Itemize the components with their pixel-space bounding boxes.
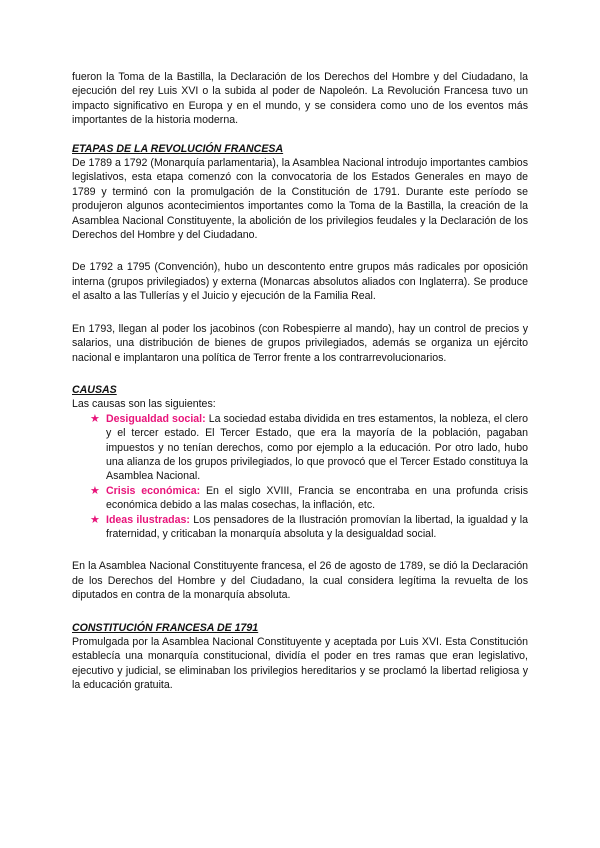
cause-text: La sociedad estaba dividida en tres estamentos, la nobleza, el clero y el tercer estado. El Tercer Estado, que era la mayoría de la población, pagaban impuestos y no tenían derechos, como por ejemplo a la educación. Por otro lado, hubo una alianza de los grupos privilegiados, lo que provocó que el Tercer Estado constituya la Asamblea Nacional. — [106, 412, 528, 483]
cause-text: Los pensadores de la Ilustración promovían la libertad, la igualdad y la fraternidad, y criticaban la monarquía absoluta y la desigualdad social. — [106, 513, 528, 540]
etapas-paragraph-1: De 1789 a 1792 (Monarquía parlamentaria), la Asamblea Nacional introdujo importantes cambios legislativos, esta etapa comenzó con la convocatoria de los Estados Generales en mayo de 1789 y terminó con la promulgación de la Constitución de 1791. Durante este período se produjeron algunos acontecimientos importantes como la Toma de la Bastilla, la creación de la Asamblea Nacional Constituyente, la abolición de los privilegios feudales y la Declaración de los Derechos del Hombre y del Ciudadano. — [72, 157, 528, 242]
causas-intro: Las causas son las siguientes: — [72, 398, 216, 411]
star-icon: ★ — [90, 513, 100, 526]
cause-text: En el siglo XVIII, Francia se encontraba en una profunda crisis económica debido a las malas cosechas, la inflación, etc. — [106, 484, 528, 512]
etapas-paragraph-3: En 1793, llegan al poder los jacobinos (con Robespierre al mando), hay un control de precios y salarios, una distribución de bienes de grupos privilegiados, además se organiza un ejército nacional e implantaron una política de Terror frente a los contrarrevolucionarios. — [72, 322, 528, 364]
constitucion-heading: CONSTITUCIÓN FRANCESA DE 1791 — [72, 621, 259, 634]
etapas-heading: ETAPAS DE LA REVOLUCIÓN FRANCESA — [72, 142, 284, 155]
star-icon: ★ — [90, 412, 100, 425]
cause-term: Desigualdad social: — [106, 412, 206, 425]
causas-list — [72, 412, 528, 542]
constitucion-paragraph: Promulgada por la Asamblea Nacional Constituyente y aceptada por Luis XVI. Esta Constitución establecía una monarquía constitucional, dividía el poder en tres ramas que eran legislativo, ejecutivo y judicial, se eliminaban los privilegios hereditarios y se proclamó la libertad religiosa y la educación gratuita. — [72, 636, 528, 692]
list-item — [90, 513, 528, 542]
etapas-paragraph-2: De 1792 a 1795 (Convención), hubo un descontento entre grupos más radicales por oposición interna (grupos privilegiados) y externa (Monarcas absolutos aliados con Inglaterra). Se produce el asalto a las Tullerías y el Juicio y ejecución de la Familia Real. — [72, 261, 528, 303]
cause-term: Ideas ilustradas: — [106, 513, 190, 526]
list-item — [90, 412, 528, 484]
cause-term: Crisis económica: — [106, 484, 201, 497]
causas-heading: CAUSAS — [72, 383, 117, 396]
intro-paragraph: fueron la Toma de la Bastilla, la Declaración de los Derechos del Hombre y del Ciudadano, la ejecución del rey Luis XVI o la subida al poder de Napoleón. La Revolución Francesa tuvo un impacto significativo en Europa y en el mundo, y se considera como uno de los eventos más importantes de la historia moderna. — [72, 71, 528, 127]
document-body — [72, 70, 528, 693]
list-item — [90, 484, 528, 513]
star-icon: ★ — [90, 484, 100, 497]
causas-closing-paragraph: En la Asamblea Nacional Constituyente francesa, el 26 de agosto de 1789, se dió la Declaración de los Derechos del Hombre y del Ciudadano, la cual considera legítima la revuelta de los diputados en contra de la monarquía absoluta. — [72, 560, 528, 602]
